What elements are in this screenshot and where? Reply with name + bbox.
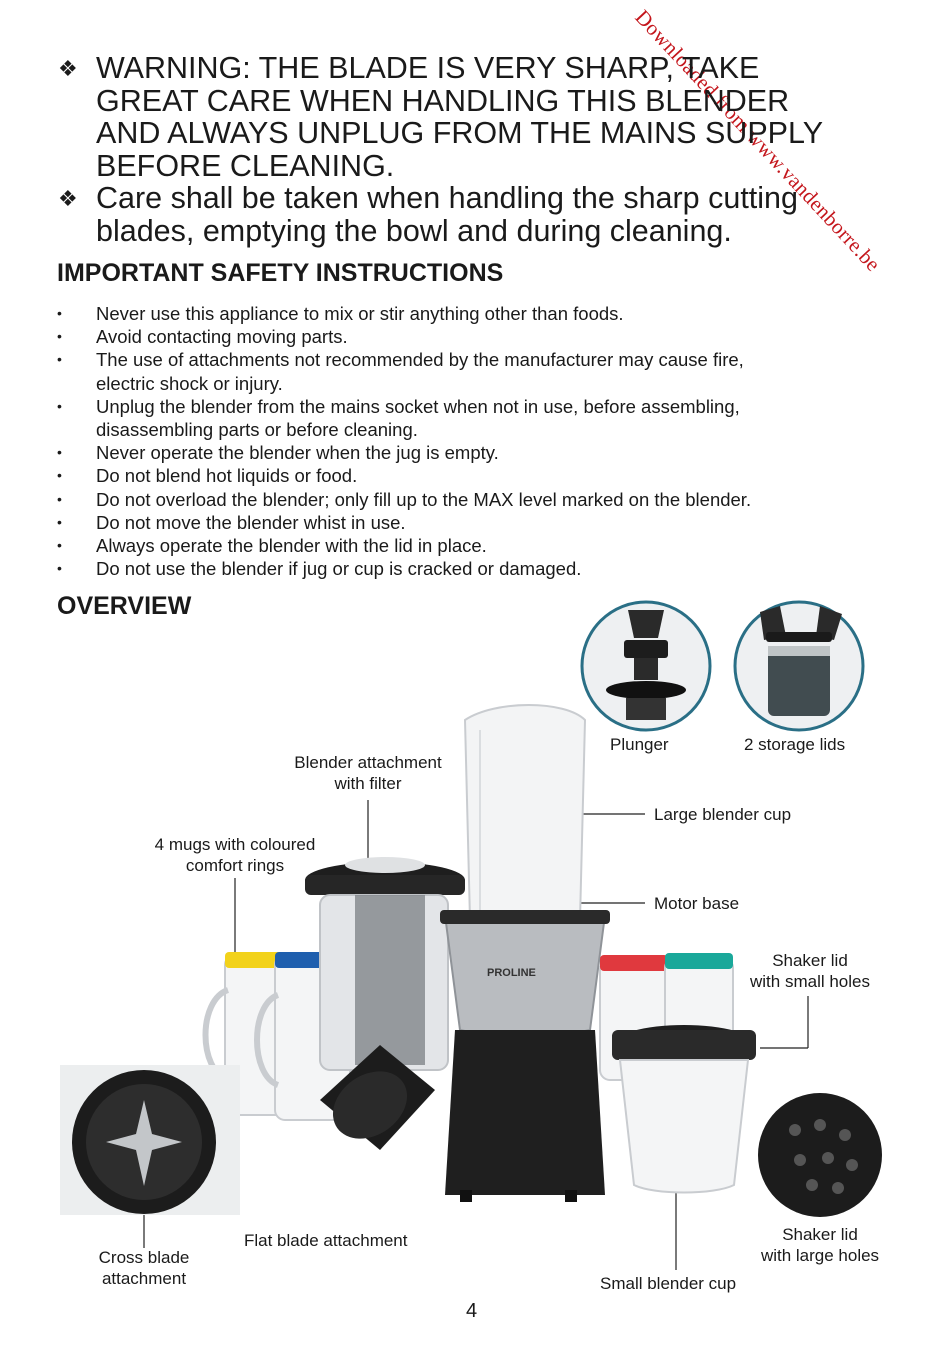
- watermark: Downloaded from www.vandenborre.be: [630, 5, 886, 277]
- bullet-icon: •: [57, 560, 62, 577]
- warning-line: GREAT CARE WHEN HANDLING THIS BLENDER: [96, 83, 790, 118]
- bullet-icon: •: [57, 444, 62, 461]
- list-item: • Never use this appliance to mix or stir anything other than foods.: [57, 303, 624, 324]
- shaker-large-label: Shaker lid with large holes: [760, 1225, 880, 1265]
- bullet-icon: •: [57, 328, 62, 345]
- bullet-icon: •: [57, 490, 62, 507]
- warning-block: [58, 52, 898, 247]
- blender-attachment-image: [305, 857, 465, 1070]
- bullet-icon: •: [57, 305, 62, 321]
- list-item: • The use of attachments not recommended by the manufacturer may cause fire, electric shock or injury.: [57, 349, 744, 394]
- storage-lids-label: 2 storage lids: [744, 735, 846, 754]
- list-item: • Do not use the blender if jug or cup is cracked or damaged.: [57, 558, 582, 580]
- warning-line: BEFORE CLEANING.: [96, 148, 395, 183]
- list-item: • Do not move the blender whist in use.: [57, 511, 406, 533]
- large-cup-label: Large blender cup: [654, 805, 792, 824]
- mugs-label: 4 mugs with coloured comfort rings: [154, 835, 316, 875]
- large-cup-image: [465, 705, 585, 920]
- diamond-bullet-icon: ❖: [58, 56, 78, 81]
- overview-heading: OVERVIEW: [57, 592, 192, 620]
- cross-blade-label: Cross blade attachment: [98, 1248, 190, 1288]
- warning-line: WARNING: THE BLADE IS VERY SHARP, TAKE: [96, 51, 760, 85]
- list-item: • Do not overload the blender; only fill up to the MAX level marked on the blender.: [57, 488, 752, 510]
- proline-logo: PROLINE: [487, 967, 536, 979]
- diamond-bullet-icon: ❖: [58, 186, 78, 211]
- safety-heading: IMPORTANT SAFETY INSTRUCTIONS: [57, 259, 504, 287]
- bullet-icon: •: [57, 537, 62, 554]
- storage-lids-image: [735, 602, 863, 730]
- list-item: • Unplug the blender from the mains socket when not in use, before assembling, disassembling parts or before cleaning.: [57, 395, 740, 441]
- list-item: • Avoid contacting moving parts.: [57, 326, 348, 348]
- plunger-label: Plunger: [610, 735, 669, 754]
- motor-base-label: Motor base: [654, 894, 740, 913]
- plunger-image: [582, 602, 710, 730]
- bullet-icon: •: [57, 351, 62, 368]
- small-cup-image: [612, 1025, 756, 1193]
- blender-attachment-label: Blender attachment with filter: [294, 753, 442, 793]
- flat-blade-label: Flat blade attachment: [244, 1231, 408, 1250]
- care-line: Care shall be taken when handling the sharp cutting: [96, 181, 798, 215]
- list-item: • Do not blend hot liquids or food.: [57, 465, 358, 487]
- care-paragraph: [58, 182, 898, 247]
- cross-blade-image: [60, 1065, 240, 1215]
- care-line: blades, emptying the bowl and during cleaning.: [96, 213, 732, 248]
- bullet-icon: •: [57, 513, 62, 530]
- motor-base-image: [440, 910, 610, 1202]
- bullet-icon: •: [57, 397, 62, 414]
- warning-line: AND ALWAYS UNPLUG FROM THE MAINS SUPPLY: [96, 116, 824, 150]
- safety-list: [57, 302, 887, 580]
- list-item: • Never operate the blender when the jug is empty.: [57, 442, 499, 464]
- list-item: • Always operate the blender with the lid in place.: [57, 535, 487, 557]
- small-cup-label: Small blender cup: [600, 1274, 737, 1293]
- bullet-icon: •: [57, 467, 62, 484]
- shaker-small-label: Shaker lid with small holes: [750, 951, 870, 991]
- shaker-large-image: [758, 1093, 882, 1217]
- page-number: 4: [466, 1300, 478, 1322]
- warning-paragraph: [58, 52, 898, 182]
